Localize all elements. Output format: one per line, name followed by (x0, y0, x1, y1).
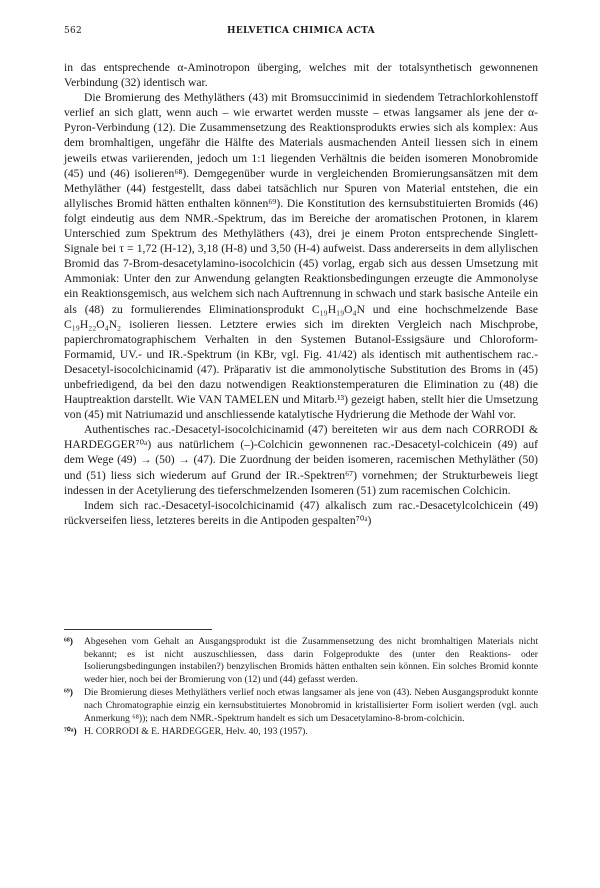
body-text (64, 60, 538, 528)
footnote-rule (64, 629, 212, 630)
paragraph-bromination: Die Bromierung des Methyläthers (43) mit Bromsuccinimid in siedendem Tetrachlorkohlenstoff verlief an sich glatt, wenn auch – wie erwartet werden musste – etwas langsamer als jene der α-Pyron-Verbindung (12). Die Zusammensetzung des Reaktionsprodukts erwies sich als komplex: Aus dem bromhaltigen, ungefähr die Hälfte des Materials ausmachenden Anteil liessen sich in einem jeweils etwas variierenden, jedoch um 1:1 liegenden Verhältnis die beiden isomeren Monobromide (45) und (46) isolieren⁶⁸). Demgegenüber wurde in vergleichenden Bromierungsansätzen mit dem Methyläther (44) festgestellt, dass dabei tatsächlich nur Spuren von Material entstehen, die ein allylisches Bromid hätten enthalten können⁶⁹). Die Konstitution des kernsubstituierten Bromids (46) folgt eindeutig aus dem NMR.-Spektrum, das im Bereiche der aromatischen Protonen, in klarem Unterschied zum Spektrum des Methyläthers (43), drei je einem Proton entsprechende Singlett-Signale bei τ = 1,72 (H-12), 3,18 (H-8) und 3,50 (H-4) aufweist. Dass andererseits in dem allylischen Bromid das 7-Brom-desacetylamino-isocolchicin (45) vorlag, ergab sich aus dessen Umsetzung mit Ammoniak: Unter den zur Anwendung gelangten Reaktionsbedingungen erzeugte die Ammonolyse ein Reaktionsgemisch, aus welchem sich nach Auftrennung in schwach und stark basische Anteile ein als (48) zu formulierendes Eliminationsprodukt C₁₉H₁₉O₄N und eine hochschmelzende Base C₁₉H₂₂O₄N₂ isolieren liessen. Letztere erwies sich im direkten Vergleich nach Mischprobe, papierchromatographischem Verhalten in den Systemen Butanol-Essigsäure und Chloroform-Formamid, UV.- und IR.-Spektrum (in KBr, vgl. Fig. 41/42) als identisch mit authentischem rac.-Desacetyl-isocolchicinamid (47). Präparativ ist die ammonolytische Substitution des Broms in (45) unbefriedigend, da bei den dazu notwendigen Reaktionstemperaturen die Elimination zu (48) die Hauptreaktion darstellt. Wie VAN TAMELEN und Mitarb.¹³) gezeigt haben, stellt hier die Umsetzung von (45) mit Natriumazid und anschliessende katalytische Hydrierung die Methode der Wahl vor. (64, 91, 538, 422)
paragraph-continuation: in das entsprechende α-Aminotropon überging, welches mit der totalsynthetisch gewonnenen Verbindung (32) identisch war. (64, 61, 538, 90)
footnote-69 (64, 687, 538, 725)
footnote-68 (64, 636, 538, 686)
footnote-mark: ⁶⁹) (64, 687, 73, 699)
footnote-mark: ⁷⁰ᵃ) (64, 726, 77, 738)
paragraph-saponification: Indem sich rac.-Desacetyl-isocolchicinamid (47) alkalisch zum rac.-Desacetylcolchicein (49) rückverseifen liess, letzteres bereits in die Antipoden gespalten⁷⁰ᵃ) (64, 498, 538, 527)
footnote-text: Die Bromierung dieses Methyläthers verlief noch etwas langsamer als jene von (43). Neben Ausgangsprodukt konnte nach Chromatographie einzig ein kernsubstituiertes Monobromid in kristallisierter Form isoliert werden (vgl. auch Anmerkung ⁶⁸)); nach dem NMR.-Spektrum handelt es sich um Desacetylamino-8-brom-colchicin. (84, 687, 538, 724)
page-header (64, 26, 538, 40)
footnote-text: H. CORRODI & E. HARDEGGER, Helv. 40, 193 (1957). (84, 726, 308, 738)
page-number: 562 (64, 26, 83, 36)
footnote-mark: ⁶⁸) (64, 636, 73, 647)
journal-name: HELVETICA CHIMICA ACTA (227, 26, 375, 36)
footnotes (64, 629, 538, 740)
paragraph-authentic-sample: Authentisches rac.-Desacetyl-isocolchicinamid (47) bereiteten wir aus dem nach CORRODI & HARDEGGER⁷⁰ᵃ) aus natürlichem (–)-Colchicin gewonnenen rac.-Desacetyl-colchicein (49) auf dem Wege (49) → (50) → (47). Die Zuordnung der beiden isomeren, racemischen Methyläther (50) und (51) liess sich wiederum auf Grund der IR.-Spektren⁶⁷) vornehmen; der Strukturbeweis liegt indessen in der Acetylierung des tieferschmelzenden Isomeren (51) zum racemischen Colchicin. (64, 423, 538, 497)
footnote-70a (64, 726, 538, 739)
footnote-text: Abgesehen vom Gehalt an Ausgangsprodukt ist die Zusammensetzung des nicht bromhaltigen Materials nicht bekannt; es ist nicht auszuschliessen, dass darin Folgeprodukte des (unter den Reaktions- oder Isolierungsbedingungen instabilen?) benzylischen Bromids hätten enthalten sein können. Ein solches Bromid konnte weder hier, noch bei der Bromierung von (12) und (44) gefasst werden. (84, 636, 538, 685)
